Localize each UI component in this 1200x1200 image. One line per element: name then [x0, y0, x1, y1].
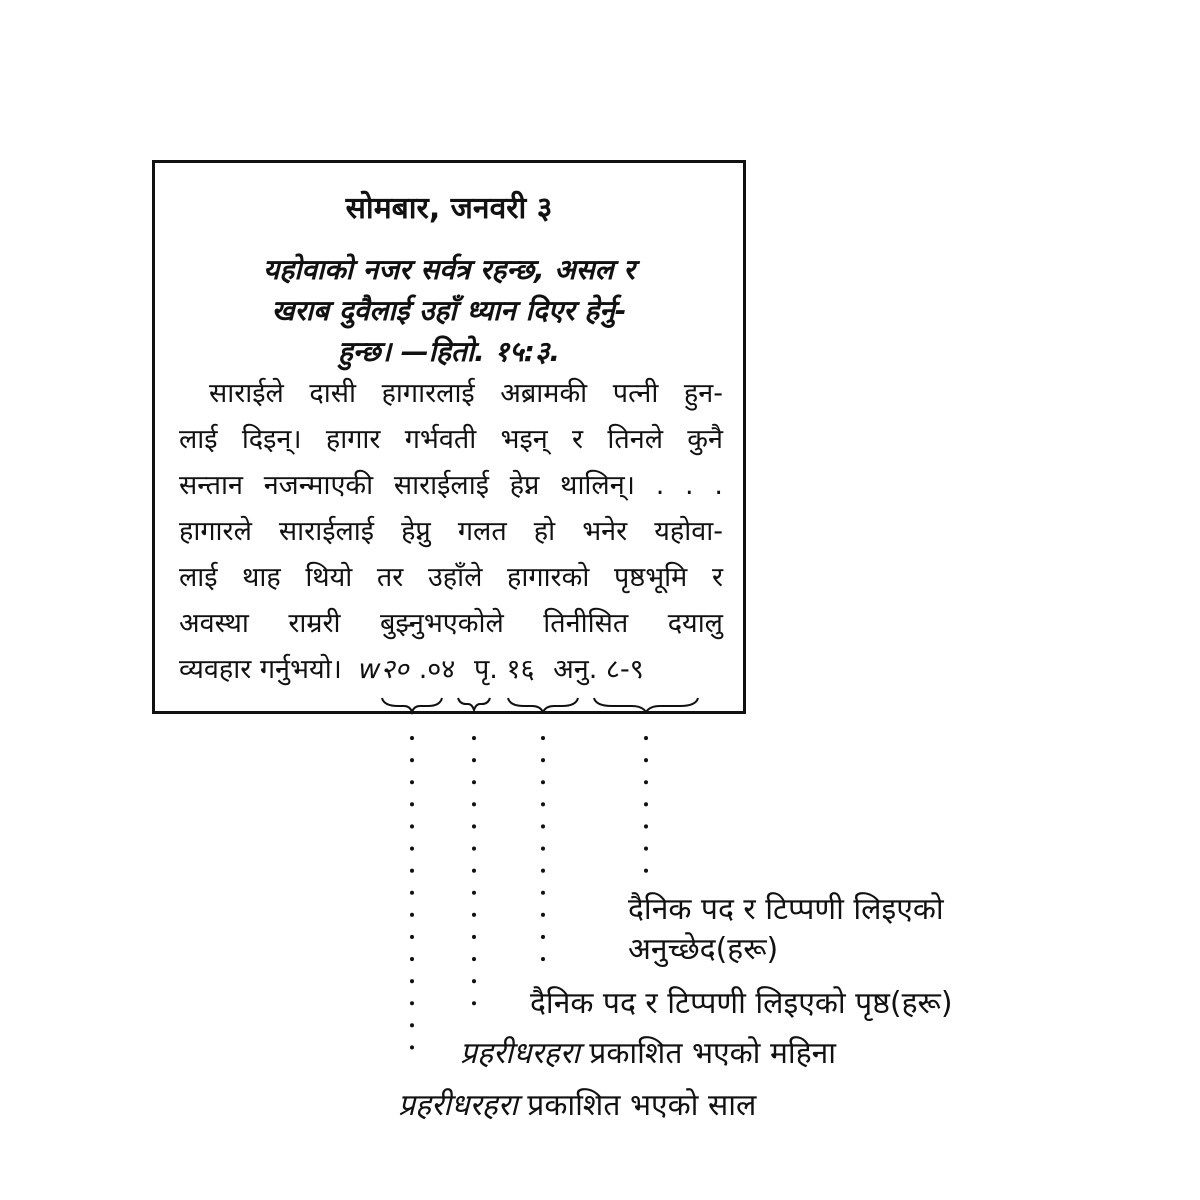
comment-line: लाई दिइन्। हागार गर्भवती भइन् र तिनले कुनै [179, 424, 723, 455]
label-paragraph-line1: दैनिक पद र टिप्पणी लिइएको [628, 892, 944, 927]
daily-text-comment [179, 371, 723, 693]
daily-text-card [152, 160, 746, 714]
verse-line: हुन्छ। —हितो. १५:३. [337, 335, 561, 368]
label-paragraph [628, 890, 944, 970]
ref-page: पृ. १६ [473, 654, 535, 685]
comment-line: अवस्था राम्ररी बुझ्नुभएकोले तिनीसित दयालु [179, 608, 723, 639]
label-year-text: प्रकाशित भएको साल [527, 1088, 757, 1123]
comment-line: साराईले दासी हागारलाई अब्रामकी पत्नी हुन- [209, 378, 723, 409]
label-month [460, 1034, 836, 1074]
verse-line: यहोवाको नजर सर्वत्र रहन्छ, असल र [263, 253, 635, 286]
comment-line: लाई थाह थियो तर उहाँले हागारको पृष्ठभूमि र [179, 562, 723, 593]
daily-text-verse [179, 249, 719, 372]
comment-last-text: व्यवहार गर्नुभयो। [179, 654, 342, 685]
ref-month: .०४ [418, 654, 456, 685]
comment-line: हागारले साराईलाई हेप्नु गलत हो भनेर यहोवा- [179, 516, 723, 547]
ref-paragraph: अनु. ८-९ [553, 654, 644, 685]
comment-line: सन्तान नजन्माएकी साराईलाई हेप्न थालिन्। . . . [179, 470, 723, 501]
source-reference [359, 647, 654, 693]
label-paragraph-line2: अनुच्छेद(हरू) [628, 932, 779, 967]
daily-text-date: सोमबार, जनवरी ३ [345, 191, 553, 226]
label-month-publication: प्रहरीधरहरा [460, 1036, 580, 1071]
verse-line: खराब दुवैलाई उहाँ ध्यान दिएर हेर्नु- [271, 294, 627, 327]
label-month-text: प्रकाशित भएको महिना [589, 1036, 837, 1071]
label-year-publication: प्रहरीधरहरा [398, 1088, 518, 1123]
comment-last-line [179, 647, 723, 693]
label-page: दैनिक पद र टिप्पणी लिइएको पृष्ठ(हरू) [530, 986, 953, 1021]
ref-year: w२० [358, 654, 409, 685]
label-year [398, 1086, 756, 1126]
